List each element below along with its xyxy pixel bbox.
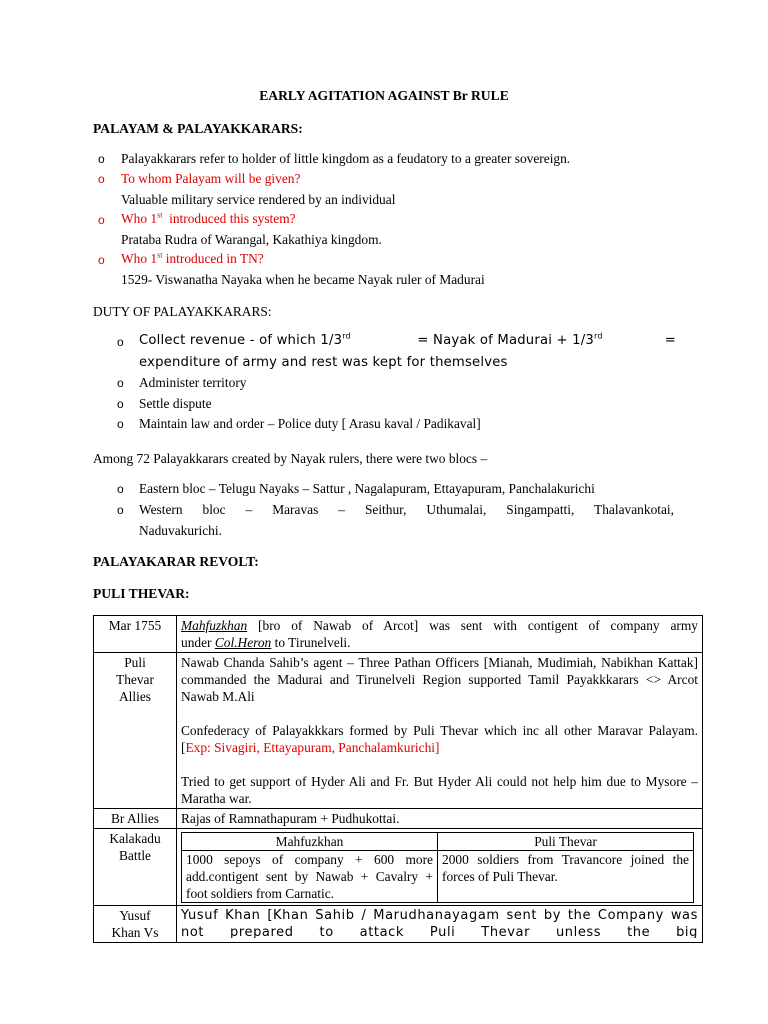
table-cell: Nawab Chanda Sahib’s agent – Three Pathan Officers [Mianah, Mudimiah, Nabikhan Kattak] commanded the Madurai and Tirunelveli Region supported Tamil Payakkkarars <> Arcot Nawab M.Ali Confederacy of Palayakkkars formed by Puli Thevar which inc all other Maravar Palayam. [Exp: Sivagiri, Ettayapuram, Panchalamkurichi] Tried to get support of Hyder Ali and Fr. But Hyder Ali could not help him due to Mysore – Maratha war.: [177, 653, 703, 809]
table-cell: Yusuf Khan [Khan Sahib / Marudhanayagam sent by the Company was not prepared to attack Puli Thevar unless the big: [177, 906, 703, 943]
bullet-marker: o: [98, 253, 105, 267]
bullet-marker: o: [98, 172, 105, 186]
table-cell: 2000 soldiers from Travancore joined the forces of Puli Thevar.: [438, 851, 694, 903]
duty-item: Settle dispute: [139, 396, 212, 411]
duty-item-revenue-cont: expenditure of army and rest was kept for themselves: [139, 355, 508, 370]
paragraph-blocs-intro: Among 72 Palayakkarars created by Nayak rulers, there were two blocs –: [93, 451, 488, 466]
table-row: [94, 809, 703, 829]
table-header: Mahfuzkhan: [182, 833, 438, 851]
duty-item: Administer territory: [139, 375, 247, 390]
bullet-marker: o: [117, 503, 124, 517]
table-row: [94, 829, 703, 906]
table-cell: [177, 829, 703, 906]
table-row: [94, 653, 703, 809]
section-heading-puli-thevar: PULI THEVAR:: [93, 586, 190, 601]
list-item: Palayakkarars refer to holder of little kingdom as a feudatory to a greater sovereign.: [121, 151, 571, 166]
bullet-marker: o: [117, 335, 124, 349]
puli-thevar-table: [93, 615, 703, 943]
list-item-question: To whom Palayam will be given?: [121, 171, 301, 186]
page-title: EARLY AGITATION AGAINST Br RULE: [259, 88, 509, 103]
bullet-marker: o: [117, 417, 124, 431]
table-row: [182, 851, 694, 903]
table-row: [182, 833, 694, 851]
duty-item: Maintain law and order – Police duty [ Arasu kaval / Padikaval]: [139, 416, 481, 431]
bloc-item-eastern: Eastern bloc – Telugu Nayaks – Sattur , Nagalapuram, Ettayapuram, Panchalakurichi: [139, 481, 595, 496]
table-cell-label: Yusuf Khan Vs: [94, 906, 177, 943]
bullet-marker: o: [98, 213, 105, 227]
battle-comparison-table: [181, 832, 694, 903]
section-heading-revolt: PALAYAKARAR REVOLT:: [93, 554, 259, 569]
table-row: [94, 616, 703, 653]
table-cell-label: Br Allies: [94, 809, 177, 829]
bloc-item-western-cont: Naduvakurichi.: [139, 523, 222, 538]
bullet-marker: o: [117, 397, 124, 411]
list-item-answer: 1529- Viswanatha Nayaka when he became Nayak ruler of Madurai: [121, 272, 485, 287]
duty-item-revenue: Collect revenue - of which 1/3rd = Nayak of Madurai + 1/3rd =: [139, 331, 676, 348]
table-cell: Rajas of Ramnathapuram + Pudhukottai.: [177, 809, 703, 829]
section-heading-palayam: PALAYAM & PALAYAKKARARS:: [93, 121, 303, 136]
bullet-marker: o: [117, 376, 124, 390]
list-item-answer: Valuable military service rendered by an individual: [121, 192, 396, 207]
table-cell-date: Mar 1755: [94, 616, 177, 653]
table-header: Puli Thevar: [438, 833, 694, 851]
list-item-answer: Prataba Rudra of Warangal, Kakathiya kingdom.: [121, 232, 382, 247]
list-item-question: Who 1st introduced in TN?: [121, 250, 264, 266]
table-cell-label: Puli Thevar Allies: [94, 653, 177, 809]
list-item-question: Who 1st introduced this system?: [121, 210, 296, 226]
table-cell-label: Kalakadu Battle: [94, 829, 177, 906]
bullet-marker: o: [117, 482, 124, 496]
table-cell: Mahfuzkhan [bro of Nawab of Arcot] was sent with contigent of company army under Col.Heron to Tirunelveli.: [177, 616, 703, 653]
section-heading-duty: DUTY OF PALAYAKKARARS:: [93, 304, 272, 319]
table-row: [94, 906, 703, 943]
table-cell: 1000 sepoys of company + 600 more add.contigent sent by Nawab + Cavalry + foot soldiers from Carnatic.: [182, 851, 438, 903]
bullet-marker: o: [98, 152, 105, 166]
bloc-item-western: Western bloc – Maravas – Seithur, Uthumalai, Singampatti, Thalavankotai,: [139, 502, 674, 517]
